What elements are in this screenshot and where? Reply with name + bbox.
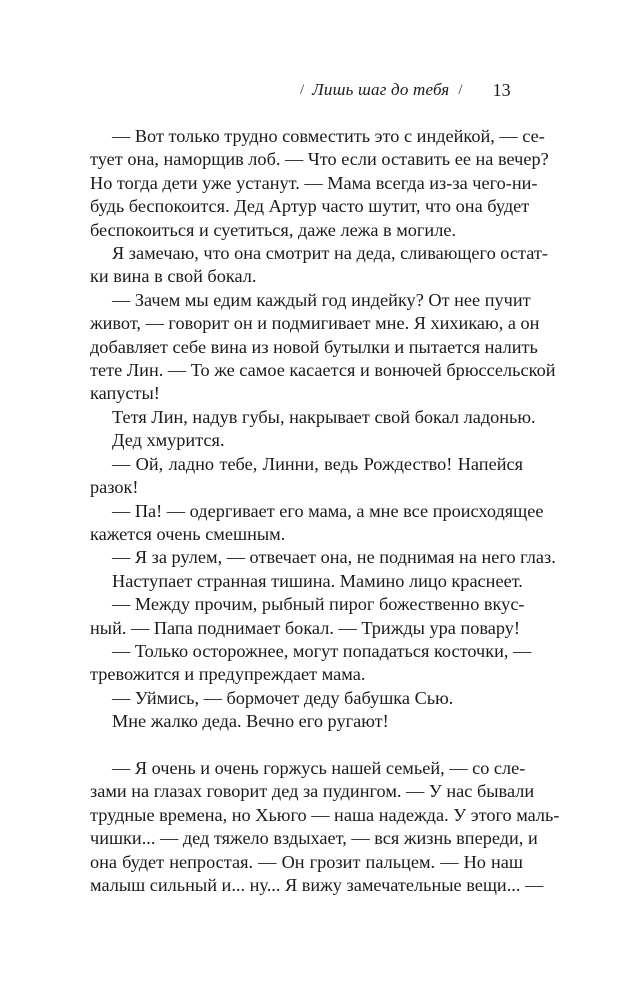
- text-line: чишки... — дед тяжело вздыхает, — вся жизнь впереди, и: [90, 828, 538, 849]
- body-text: [90, 125, 560, 897]
- text-line: Наступает странная тишина. Мамино лицо краснеет.: [112, 570, 523, 591]
- text-line: — Между прочим, рыбный пирог божественно вкус-: [112, 594, 525, 615]
- text-line: зами на глазах говорит дед за пудингом. — У нас бывали: [90, 781, 535, 802]
- page-number: 13: [492, 79, 511, 100]
- text-line: — Только осторожнее, могут попадаться косточки, —: [112, 640, 532, 661]
- section-break: [90, 734, 523, 757]
- paragraph: [90, 453, 523, 500]
- paragraph: [90, 593, 523, 640]
- text-line: беспокоиться и суетиться, даже лежа в могиле.: [90, 219, 457, 240]
- running-header: [300, 78, 525, 102]
- text-line: трудные времена, но Хьюго — наша надежда. У этого маль-: [90, 804, 560, 825]
- text-line: тует она, наморщив лоб. — Что если оставить ее на вечер?: [90, 149, 549, 170]
- text-line: Мне жалко деда. Вечно его ругают!: [112, 711, 389, 732]
- text-line: — Зачем мы едим каждый год индейку? От нее пучит: [112, 289, 531, 310]
- text-line: Я замечаю, что она смотрит на деда, сливающего остат-: [112, 243, 548, 264]
- text-line: — Ой, ладно тебе, Линни, ведь Рождество! Напейся: [112, 453, 523, 474]
- text-line: Тетя Лин, надув губы, накрывает свой бокал ладонью.: [112, 406, 536, 427]
- paragraph: [90, 500, 544, 547]
- text-line: она будет непростая. — Он грозит пальцем. — Но наш: [90, 851, 523, 872]
- text-line: разок!: [90, 477, 139, 498]
- text-line: кажется очень смешным.: [90, 523, 286, 544]
- paragraph: [90, 406, 536, 429]
- header-separator-right: /: [458, 81, 463, 98]
- paragraph: [90, 546, 556, 569]
- text-line: добавляет себе вина из новой бутылки и пытается налить: [90, 336, 538, 357]
- text-line: — Па! — одергивает его мама, а мне все происходящее: [112, 500, 544, 521]
- paragraph: [90, 570, 523, 593]
- text-line: — Вот только трудно совместить это с индейкой, — се-: [112, 126, 545, 146]
- paragraph: [90, 429, 523, 452]
- text-line: Дед хмурится.: [112, 430, 225, 451]
- paragraph: [90, 640, 532, 687]
- paragraph: [90, 242, 548, 289]
- paragraph: [90, 289, 556, 406]
- text-line: капусты!: [90, 383, 160, 404]
- text-line: — Я очень и очень горжусь нашей семьей, — со сле-: [112, 757, 526, 778]
- text-line: Но тогда дети уже устанут. — Мама всегда из-за чего-ни-: [90, 172, 538, 193]
- text-line: тревожится и предупреждает мама.: [90, 664, 366, 685]
- text-line: тете Лин. — То же самое касается и вонючей брюссельской: [90, 360, 556, 381]
- text-line: будь беспокоится. Дед Артур часто шутит, что она будет: [90, 196, 530, 217]
- header-separator-left: /: [300, 81, 305, 98]
- paragraph: [90, 757, 560, 897]
- text-line: — Уймись, — бормочет деду бабушка Сью.: [112, 687, 454, 708]
- text-line: малыш сильный и... ну... Я вижу замечательные вещи... —: [90, 874, 544, 895]
- text-line: ки вина в свой бокал.: [90, 266, 257, 287]
- paragraph: [90, 687, 523, 710]
- paragraph: [90, 710, 523, 733]
- text-line: живот, — говорит он и подмигивает мне. Я хихикаю, а он: [90, 313, 540, 334]
- text-line: ный. — Папа поднимает бокал. — Трижды ура повару!: [90, 617, 521, 638]
- book-title: Лишь шаг до тебя: [312, 80, 450, 99]
- text-line: — Я за рулем, — отвечает она, не поднимая на него глаз.: [112, 547, 556, 568]
- paragraph: [90, 125, 549, 242]
